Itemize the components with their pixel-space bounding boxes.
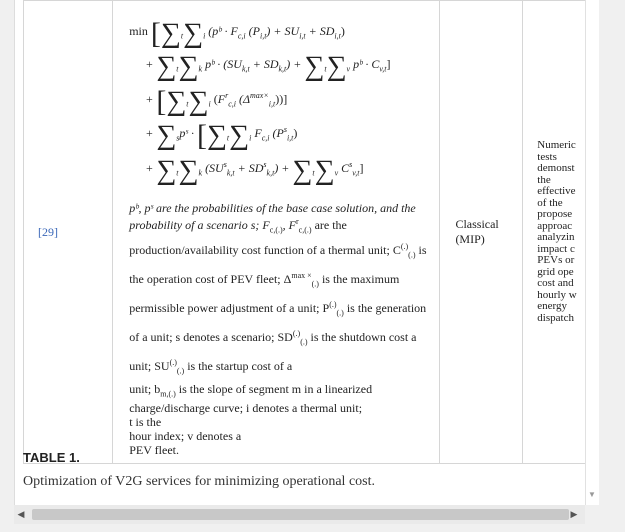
- desc-text: unit; b: [129, 381, 161, 396]
- eq-term: ) +: [274, 161, 290, 175]
- results-line: cost and: [537, 277, 574, 290]
- eq-term: (SU: [205, 161, 224, 175]
- desc-text: PEV fleet.: [129, 443, 179, 458]
- eq-term: (P: [272, 126, 284, 140]
- eq-term: (P: [248, 24, 260, 38]
- eq-term: (pᵇ · F: [208, 24, 238, 38]
- method-text: Classical (MIP): [455, 217, 499, 247]
- results-line: tests: [537, 150, 557, 163]
- eq-term: ) +: [286, 57, 302, 71]
- results-line: effective: [537, 185, 576, 198]
- desc-text: charge/discharge curve; i denotes a thermal unit;: [129, 401, 363, 416]
- eq-term: pᵇ · C: [353, 57, 380, 71]
- horizontal-scrollbar[interactable]: [14, 505, 585, 524]
- comparison-table: [23, 0, 586, 464]
- desc-text: is the startup cost of a: [184, 358, 293, 373]
- table-caption: Optimization of V2G services for minimizing operational cost.: [23, 474, 375, 489]
- results-line: approac: [537, 219, 573, 232]
- eq-term: F: [254, 126, 262, 140]
- desc-text: unit; SU: [129, 358, 170, 373]
- desc-text: pᵇ, pˢ are the probabilities of the base case solution, and the probability of a scenario s; F: [129, 201, 416, 232]
- article-viewport: [14, 0, 586, 505]
- horizontal-scroll-thumb[interactable]: [32, 509, 569, 520]
- results-line: propose: [537, 208, 573, 221]
- min-operator: min: [129, 24, 148, 38]
- desc-text: t is the: [129, 415, 162, 430]
- eq-term: + SD: [234, 161, 264, 175]
- eq-term: pˢ ·: [179, 126, 194, 140]
- results-line: demonst: [537, 162, 575, 175]
- desc-text: , F: [282, 218, 296, 232]
- results-line: the: [537, 173, 551, 186]
- method-cell: [440, 1, 523, 464]
- objective-equation: $\min [\sum_t\sum_i$ (pᵇ · $F_{c,i}$ $(P_{i,t}) + SU_{i,t} + SD_{i,t}$) + $\sum_t\sum_k$ pᵇ · $(SU_{k,t} + SD_{k,t}) + \sum_t\sum_v$ pᵇ · $C_{v,t}$] + [$\sum_t\sum_i$ ($F^r_{c,i}$ $(\Delta^{max\times}_{i,t})$)] + $\sum_spˢ \cdot [\sum_t\sum_i$ $F_{c,i}$ $(P^s_{i,t})$ + $\sum_t\sum_k$ $(SU^s_{k,t} + SD^s_{k,t}) + \sum_t\sum_v$ $C^s_{v,t}$]: [129, 17, 391, 186]
- eq-term: ) + SU: [266, 24, 300, 38]
- variable-description: pᵇ, pˢ are the probabilities of the base case solution, and the probability of a scenario s; $F_{c,(.)}$, $F^r_{c,(.)}$ are the production/availability cost function of a thermal unit; $C^{(.)}_{(.)}$ is the operation cost of PEV fleet; $\Delta^{max \times}_{(.)}$ is the maximum permissible power adjustment of a unit; $P^{(.)}_{(.)}$ is the generation of a unit; s denotes a scenario; $SD^{(.)}_{(.)}$ is the shutdown cost a unit; $SU^{(.)}_{(.)}$ is the startup cost of a unit; $b_{m,(.)}$ is the slope of segment m in a linearized charge/discharge curve; i denotes a thermal unit; t is the hour index; v denotes a PEV fleet.: [129, 201, 433, 457]
- vertical-scrollbar[interactable]: [585, 0, 599, 505]
- table-row: [24, 1, 586, 464]
- results-line: dispatch: [537, 311, 574, 324]
- desc-text: is: [415, 243, 427, 258]
- desc-text: production/availability cost function of a thermal unit; C: [129, 243, 401, 258]
- results-cell: [523, 1, 586, 464]
- results-line: grid ope: [537, 265, 574, 278]
- results-line: hourly w: [537, 288, 577, 301]
- results-line: energy: [537, 300, 568, 313]
- results-text: [537, 140, 584, 324]
- results-line: analyzin: [537, 231, 575, 244]
- desc-text: are the: [311, 218, 347, 232]
- reference-cell: [24, 1, 113, 464]
- eq-term: + SD: [305, 24, 335, 38]
- results-line: impact c: [537, 242, 575, 255]
- eq-term: pᵇ · (SU: [205, 57, 242, 71]
- results-line: of the: [537, 196, 563, 209]
- formulation-cell: [113, 1, 440, 464]
- eq-term: C: [341, 161, 350, 175]
- desc-text: permissible power adjustment of a unit; P: [129, 301, 330, 316]
- table-caption-title: TABLE 1.: [23, 450, 80, 465]
- scroll-left-arrow-icon[interactable]: ◀: [17, 509, 25, 519]
- desc-text: is the maximum: [318, 272, 400, 287]
- desc-text: of a unit; s denotes a scenario; SD: [129, 330, 293, 345]
- eq-term: + SD: [249, 57, 279, 71]
- reference-link[interactable]: [29]: [38, 224, 58, 239]
- desc-text: is the slope of segment m in a linearized: [175, 381, 373, 396]
- eq-term: (Δ: [238, 92, 251, 106]
- desc-text: the operation cost of PEV fleet; Δ: [129, 272, 292, 287]
- results-line: Numeric: [537, 139, 576, 152]
- desc-text: hour index; v denotes a: [129, 429, 242, 444]
- scroll-right-arrow-icon[interactable]: ▶: [570, 509, 578, 519]
- desc-text: is the shutdown cost a: [307, 330, 417, 345]
- eq-term: F: [217, 92, 226, 106]
- scroll-down-arrow-icon[interactable]: ▼: [588, 490, 596, 499]
- desc-text: is the generation: [343, 301, 427, 316]
- results-line: PEVs or: [537, 254, 575, 267]
